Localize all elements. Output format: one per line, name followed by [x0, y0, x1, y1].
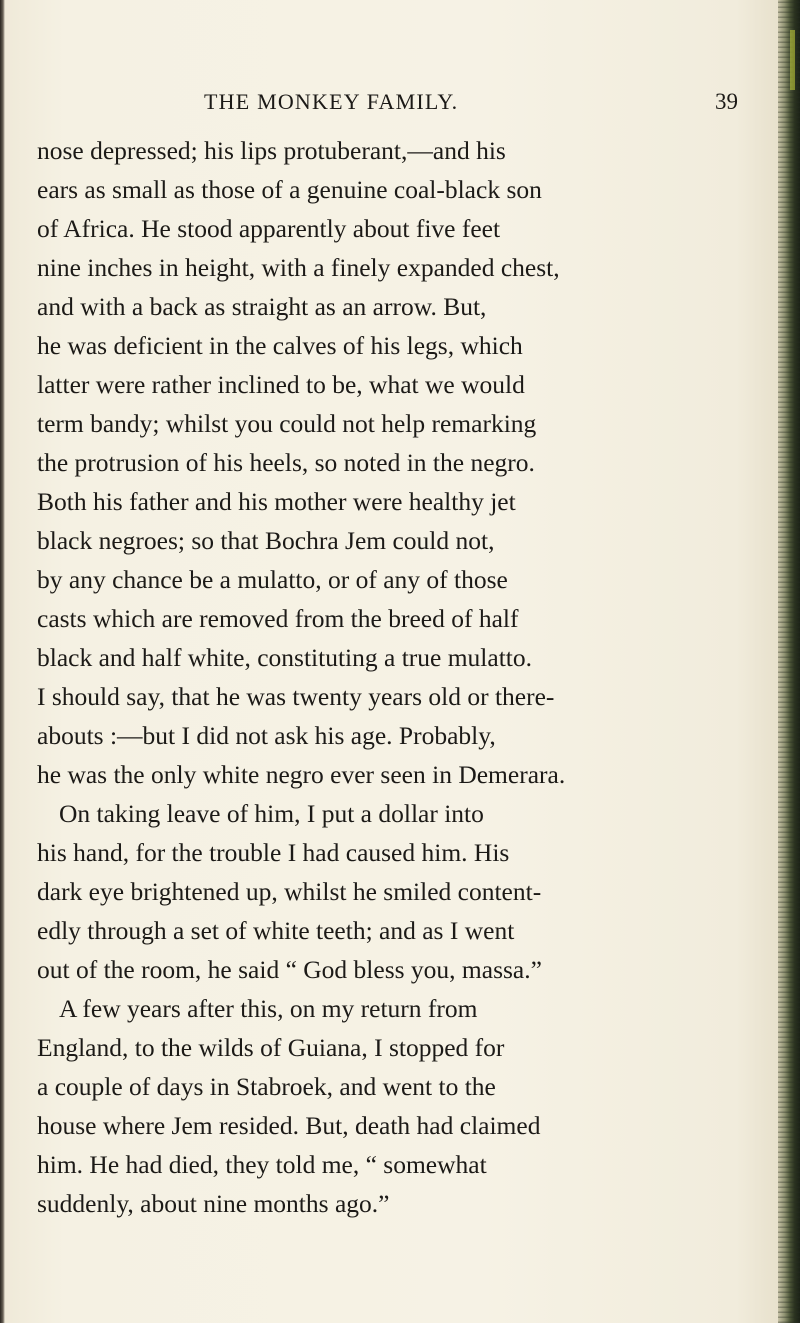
text-line: and with a back as straight as an arrow. But,: [37, 292, 487, 321]
text-line: his hand, for the trouble I had caused him. His: [37, 838, 510, 867]
text-line: black and half white, constituting a true mulatto.: [37, 643, 532, 672]
text-line: ears as small as those of a genuine coal-black son: [37, 175, 542, 204]
text-line: suddenly, about nine months ago.”: [37, 1189, 390, 1218]
text-line: England, to the wilds of Guiana, I stopped for: [37, 1033, 505, 1062]
page-number: 39: [715, 89, 738, 114]
text-line: out of the room, he said “ God bless you, massa.”: [37, 955, 542, 984]
text-line: a couple of days in Stabroek, and went to the: [37, 1072, 496, 1101]
text-line: term bandy; whilst you could not help remarking: [37, 409, 537, 438]
text-line: edly through a set of white teeth; and as I went: [37, 916, 515, 945]
text-line: nose depressed; his lips protuberant,—and his: [37, 136, 506, 165]
running-head: THE MONKEY FAMILY.: [204, 89, 459, 114]
text-line: I should say, that he was twenty years old or there-: [37, 682, 555, 711]
text-line: abouts :—but I did not ask his age. Probably,: [37, 721, 496, 750]
text-line: he was deficient in the calves of his legs, which: [37, 331, 523, 360]
text-line: Both his father and his mother were healthy jet: [37, 487, 516, 516]
paragraph-start-line: On taking leave of him, I put a dollar into: [59, 799, 484, 828]
text-line: black negroes; so that Bochra Jem could not,: [37, 526, 495, 555]
text-line: by any chance be a mulatto, or of any of those: [37, 565, 508, 594]
page-header: [0, 89, 800, 119]
text-line: he was the only white negro ever seen in Demerara.: [37, 760, 566, 789]
page-edge-stain: [790, 30, 795, 90]
text-line: the protrusion of his heels, so noted in the negro.: [37, 448, 535, 477]
text-line: latter were rather inclined to be, what we would: [37, 370, 525, 399]
text-line: nine inches in height, with a finely expanded chest,: [37, 253, 560, 282]
text-line: dark eye brightened up, whilst he smiled content-: [37, 877, 542, 906]
body-text: [37, 131, 777, 1223]
text-line: of Africa. He stood apparently about five feet: [37, 214, 501, 243]
text-line: house where Jem resided. But, death had claimed: [37, 1111, 541, 1140]
text-line: him. He had died, they told me, “ somewhat: [37, 1150, 487, 1179]
page-left-edge: [0, 0, 5, 1323]
text-line: casts which are removed from the breed of half: [37, 604, 519, 633]
paragraph-start-line: A few years after this, on my return from: [59, 994, 478, 1023]
page-right-edge: [778, 0, 800, 1323]
